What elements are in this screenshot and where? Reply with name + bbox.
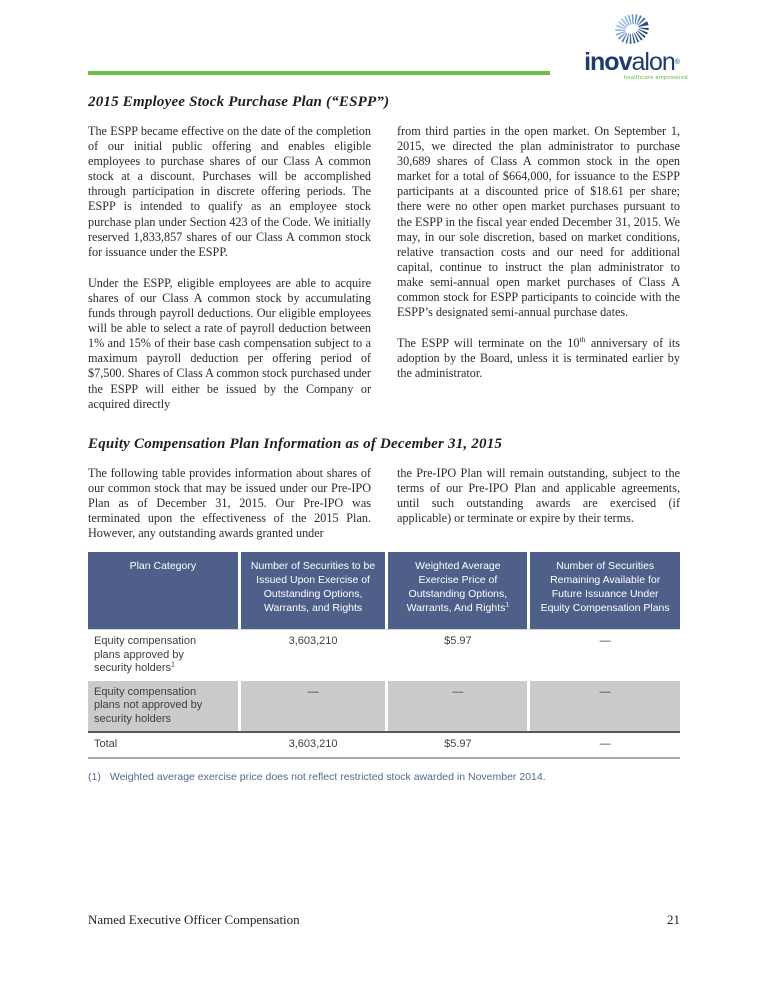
cell-securities-to-be-issued: 3,603,210 bbox=[288, 635, 338, 648]
footnote-marker: (1) bbox=[88, 770, 101, 783]
logo-tagline: healthcare empowered bbox=[624, 75, 688, 81]
total-securities-remaining: — bbox=[599, 738, 611, 751]
table-row-approved-plans bbox=[88, 630, 680, 681]
row-label bbox=[88, 681, 238, 732]
espp-paragraph-3: from third parties in the open market. On September 1, 2015, we directed the plan administrator to purchase 30,689 shares of Class A common stock in the open market for a total of $664,000, for issuance to the ESPP participants at a discounted price of $18.61 per share; there were no other open market purchases pursuant to the ESPP in the fiscal year ended December 31, 2015. We may, in our sole discretion, based on market conditions, relative transaction costs and our need for additional capital, continue to instruct the plan administrator to make semi-annual open market purchases of Class A common stock for ESPP participants to coincide with the ESPP’s designated semi-annual purchase dates. bbox=[397, 124, 680, 320]
wordmark-bold-part: inov bbox=[584, 48, 632, 76]
row-label-text: Equity compensation plans not approved by security holders bbox=[94, 685, 203, 725]
espp-right-column bbox=[397, 124, 680, 412]
header-accent-rule bbox=[88, 71, 550, 75]
row-label bbox=[88, 630, 238, 681]
equity-section-heading: Equity Compensation Plan Information as of December 31, 2015 bbox=[88, 435, 503, 452]
cell-securities-to-be-issued: — bbox=[241, 681, 386, 732]
table-header-row bbox=[88, 552, 680, 629]
table-footnote bbox=[88, 771, 680, 784]
table-row-not-approved-plans bbox=[88, 681, 680, 732]
col-header-securities-to-be-issued: Number of Securities to be Issued Upon Exercise of Outstanding Options, Warrants, and Rights bbox=[241, 552, 386, 629]
espp-paragraph-2: Under the ESPP, eligible employees are able to acquire shares of our Class A common stock by accumulating funds through payroll deductions. Our eligible employees will be able to select a rate of payroll deduction between 1% and 15% of their base cash compensation subject to a maximum payroll deduction per offering period of $7,500. Shares of Class A common stock purchased under the ESPP will either be issued by the Company or acquired directly bbox=[88, 275, 371, 411]
equity-left-column bbox=[88, 466, 371, 541]
cell-weighted-avg-price: $5.97 bbox=[444, 635, 472, 648]
espp-section-heading: 2015 Employee Stock Purchase Plan (“ESPP”) bbox=[88, 94, 390, 110]
col-header-weighted-avg-price bbox=[388, 552, 527, 629]
table-body bbox=[88, 629, 680, 759]
total-weighted-avg-price: $5.97 bbox=[444, 738, 472, 751]
registered-trademark-mark: ® bbox=[674, 59, 680, 66]
espp-body-columns bbox=[88, 124, 680, 412]
total-securities-to-be-issued: 3,603,210 bbox=[288, 738, 338, 751]
inovalon-logo bbox=[570, 8, 694, 81]
wordmark-light-part: alon bbox=[631, 48, 675, 76]
equity-paragraph-left: The following table provides information about shares of our common stock that may be issued under our Pre-IPO Plan as of December 31, 2015. Our Pre-IPO was terminated upon the effectiveness of the 2015 Plan. However, any outstanding awards granted under bbox=[88, 465, 371, 541]
espp-paragraph-1: The ESPP became effective on the date of the completion of our initial public offering and enables eligible employees to purchase shares of our Class A common stock at a discount. Purchases will be accomplished through participation in discrete offering periods. The ESPP is intended to qualify as an employee stock purchase plan under Section 423 of the Code. We initially reserved 1,833,857 shares of our Class A common stock for issuance under the ESPP. bbox=[88, 124, 371, 259]
cell-securities-remaining: — bbox=[599, 635, 611, 648]
cell-securities-remaining: — bbox=[530, 681, 680, 732]
equity-right-column bbox=[397, 466, 680, 541]
inovalon-spiral-icon bbox=[570, 8, 694, 50]
equity-compensation-table bbox=[88, 552, 680, 759]
footnote-reference-superscript: 1 bbox=[171, 661, 175, 669]
espp-paragraph-4-text-cont: anniversary of its adoption by the Board, unless it is terminated earlier by the administrator. bbox=[397, 336, 680, 381]
footnote-reference-superscript: 1 bbox=[505, 601, 510, 609]
equity-body-columns bbox=[88, 466, 680, 541]
row-label-text: Equity compensation plans approved by security holders bbox=[94, 635, 197, 675]
ordinal-superscript: th bbox=[579, 335, 586, 345]
col-header-plan-category: Plan Category bbox=[88, 552, 238, 629]
espp-paragraph-4 bbox=[397, 336, 680, 381]
equity-paragraph-right: the Pre-IPO Plan will remain outstanding, subject to the terms of our Pre-IPO Plan and applicable agreements, until such outstanding awards are exercised (if applicable) or terminate or expire by their terms. bbox=[397, 465, 680, 525]
footer-section-title: Named Executive Officer Compensation bbox=[88, 912, 300, 927]
espp-left-column bbox=[88, 124, 371, 412]
footer-page-number: 21 bbox=[667, 912, 680, 927]
espp-paragraph-4-text: The ESPP will terminate on the 10 bbox=[397, 336, 580, 351]
footnote-text: Weighted average exercise price does not reflect restricted stock awarded in November 2014. bbox=[109, 770, 546, 783]
cell-weighted-avg-price: — bbox=[388, 681, 527, 732]
total-label: Total bbox=[94, 738, 118, 751]
table-row-total bbox=[88, 731, 680, 759]
inovalon-wordmark bbox=[570, 50, 694, 74]
page-footer bbox=[88, 912, 680, 928]
col-header-weighted-avg-price-text: Weighted Average Exercise Price of Outstanding Options, Warrants, And Rights bbox=[406, 560, 508, 615]
col-header-securities-remaining: Number of Securities Remaining Available for Future Issuance Under Equity Compensation Plans bbox=[530, 552, 680, 629]
